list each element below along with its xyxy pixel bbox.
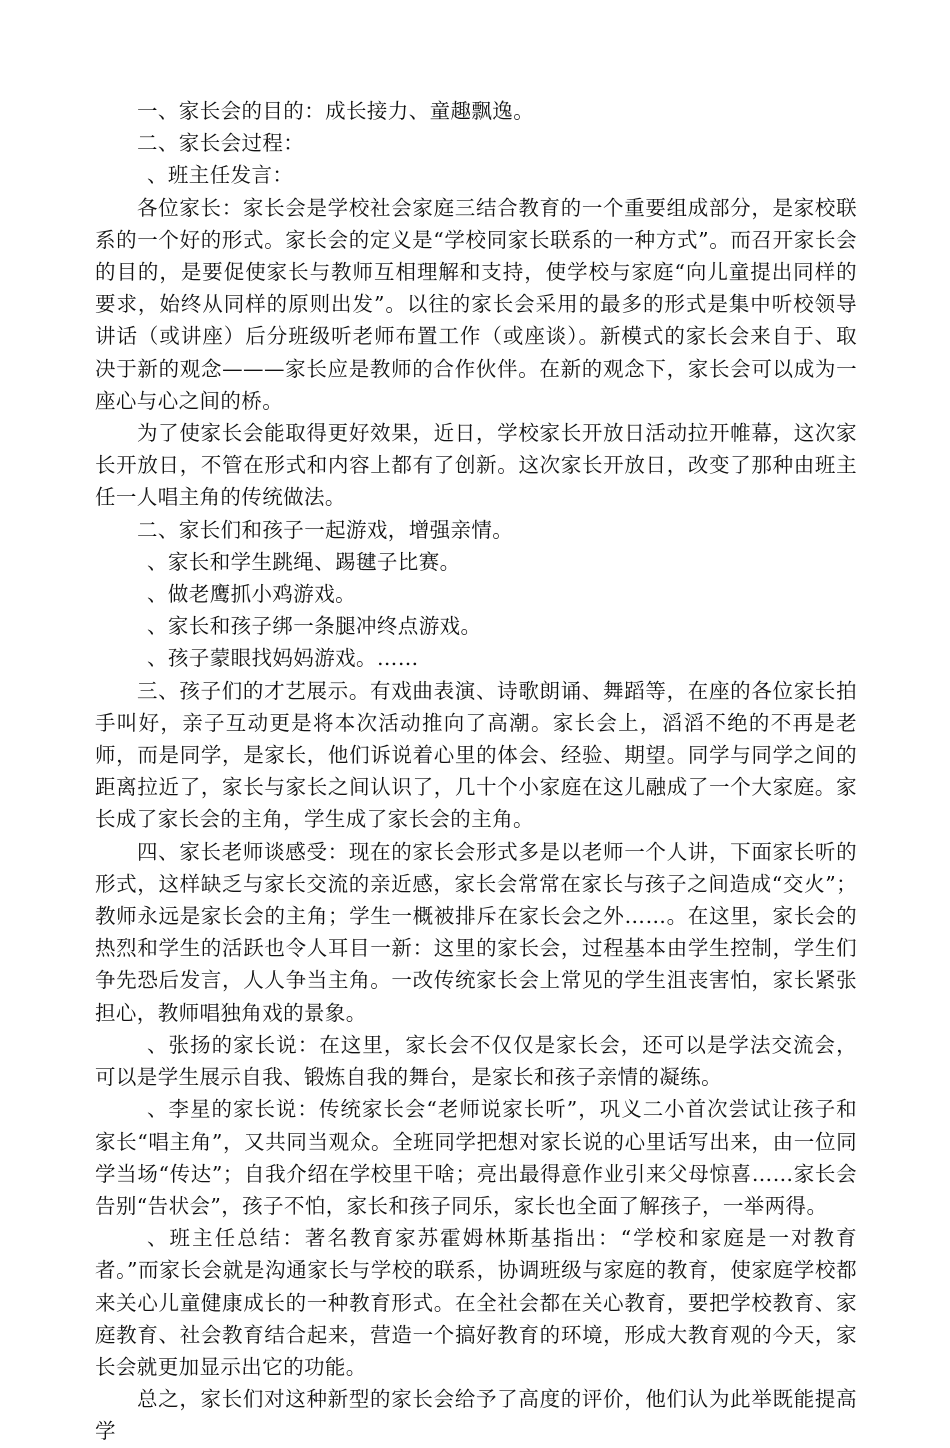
paragraph-conclusion: 总之，家长们对这种新型的家长会给予了高度的评价，他们认为此举既能提高学 <box>95 1387 857 1444</box>
section-games: 二、家长们和孩子一起游戏，增强亲情。 <box>137 517 514 542</box>
section-feelings: 四、家长老师谈感受：现在的家长会形式多是以老师一个人讲，下面家长听的形式，这样缺乏与家长交流的亲近感，家长会常常在家长与孩子之间造成“交火”；教师永远是家长会的主角；学生一概被排斥在家长会之外……。在这里，家长会的热烈和学生的活跃也令人耳目一新：这里的家长会，过程基本由学生控制，学生们争先恐后发言，人人争当主角。一改传统家长会上常见的学生沮丧害怕，家长紧张担心，教师唱独角戏的景象。 <box>95 839 857 1025</box>
subsection-teacher-speech: 、班主任发言： <box>147 163 294 188</box>
section-talent-show: 三、孩子们的才艺展示。有戏曲表演、诗歌朗诵、舞蹈等，在座的各位家长拍手叫好，亲子互动更是将本次活动推向了高潮。家长会上，滔滔不绝的不再是老师，而是同学，是家长，他们诉说着心里的体会、经验、期望。同学与同学之间的距离拉近了，家长与家长之间认识了，几十个小家庭在这儿融成了一个大家庭。家长成了家长会的主角，学生成了家长会的主角。 <box>95 678 857 832</box>
teacher-summary: 、班主任总结：著名教育家苏霍姆林斯基指出：“学校和家庭是一对教育者。”而家长会就是沟通家长与学校的联系，协调班级与家庭的教育，使家庭学校都来关心儿童健康成长的一种教育形式。在全社会都在关心教育，要把学校教育、家庭教育、社会教育结合起来，营造一个搞好教育的环境，形成大教育观的今天，家长会就更加显示出它的功能。 <box>95 1226 857 1379</box>
list-item-three-legged-race: 、家长和孩子绑一条腿冲终点游戏。 <box>147 614 482 639</box>
document-page <box>95 95 857 1448</box>
paragraph-open-day: 为了使家长会能取得更好效果，近日，学校家长开放日活动拉开帷幕，这次家长开放日，不管在形式和内容上都有了创新。这次家长开放日，改变了那种由班主任一人唱主角的传统做法。 <box>95 421 857 510</box>
paragraph-intro: 各位家长：家长会是学校社会家庭三结合教育的一个重要组成部分，是家校联系的一个好的形式。家长会的定义是“学校同家长联系的一种方式”。而召开家长会的目的，是要促使家长与教师互相理解和支持，使学校与家庭“向儿童提出同样的要求，始终从同样的原则出发”。以往的家长会采用的最多的形式是集中听校领导讲话（或讲座）后分班级听老师布置工作（或座谈）。新模式的家长会来自于、取决于新的观念———家长应是教师的合作伙伴。在新的观念下，家长会可以成为一座心与心之间的桥。 <box>95 195 857 413</box>
section-process: 二、家长会过程： <box>137 131 305 156</box>
list-item-eagle-chicken: 、做老鹰抓小鸡游戏。 <box>147 582 356 607</box>
list-item-blindfold-game: 、孩子蒙眼找妈妈游戏。…… <box>147 646 419 671</box>
quote-li-xing-parent: 、李星的家长说：传统家长会“老师说家长听”，巩义二小首次尝试让孩子和家长“唱主角”，又共同当观众。全班同学把想对家长说的心里话写出来，由一位同学当场“传达”；自我介绍在学校里干啥；亮出最得意作业引来父母惊喜……家长会告别“告状会”，孩子不怕，家长和孩子同乐，家长也全面了解孩子，一举两得。 <box>95 1097 857 1218</box>
list-item-jump-rope: 、家长和学生跳绳、踢毽子比赛。 <box>147 549 461 574</box>
section-purpose: 一、家长会的目的：成长接力、童趣飘逸。 <box>137 99 535 123</box>
quote-zhang-yang-parent: 、张扬的家长说：在这里，家长会不仅仅是家长会，还可以是学法交流会，可以是学生展示自我、锻炼自我的舞台，是家长和孩子亲情的凝练。 <box>95 1032 857 1090</box>
